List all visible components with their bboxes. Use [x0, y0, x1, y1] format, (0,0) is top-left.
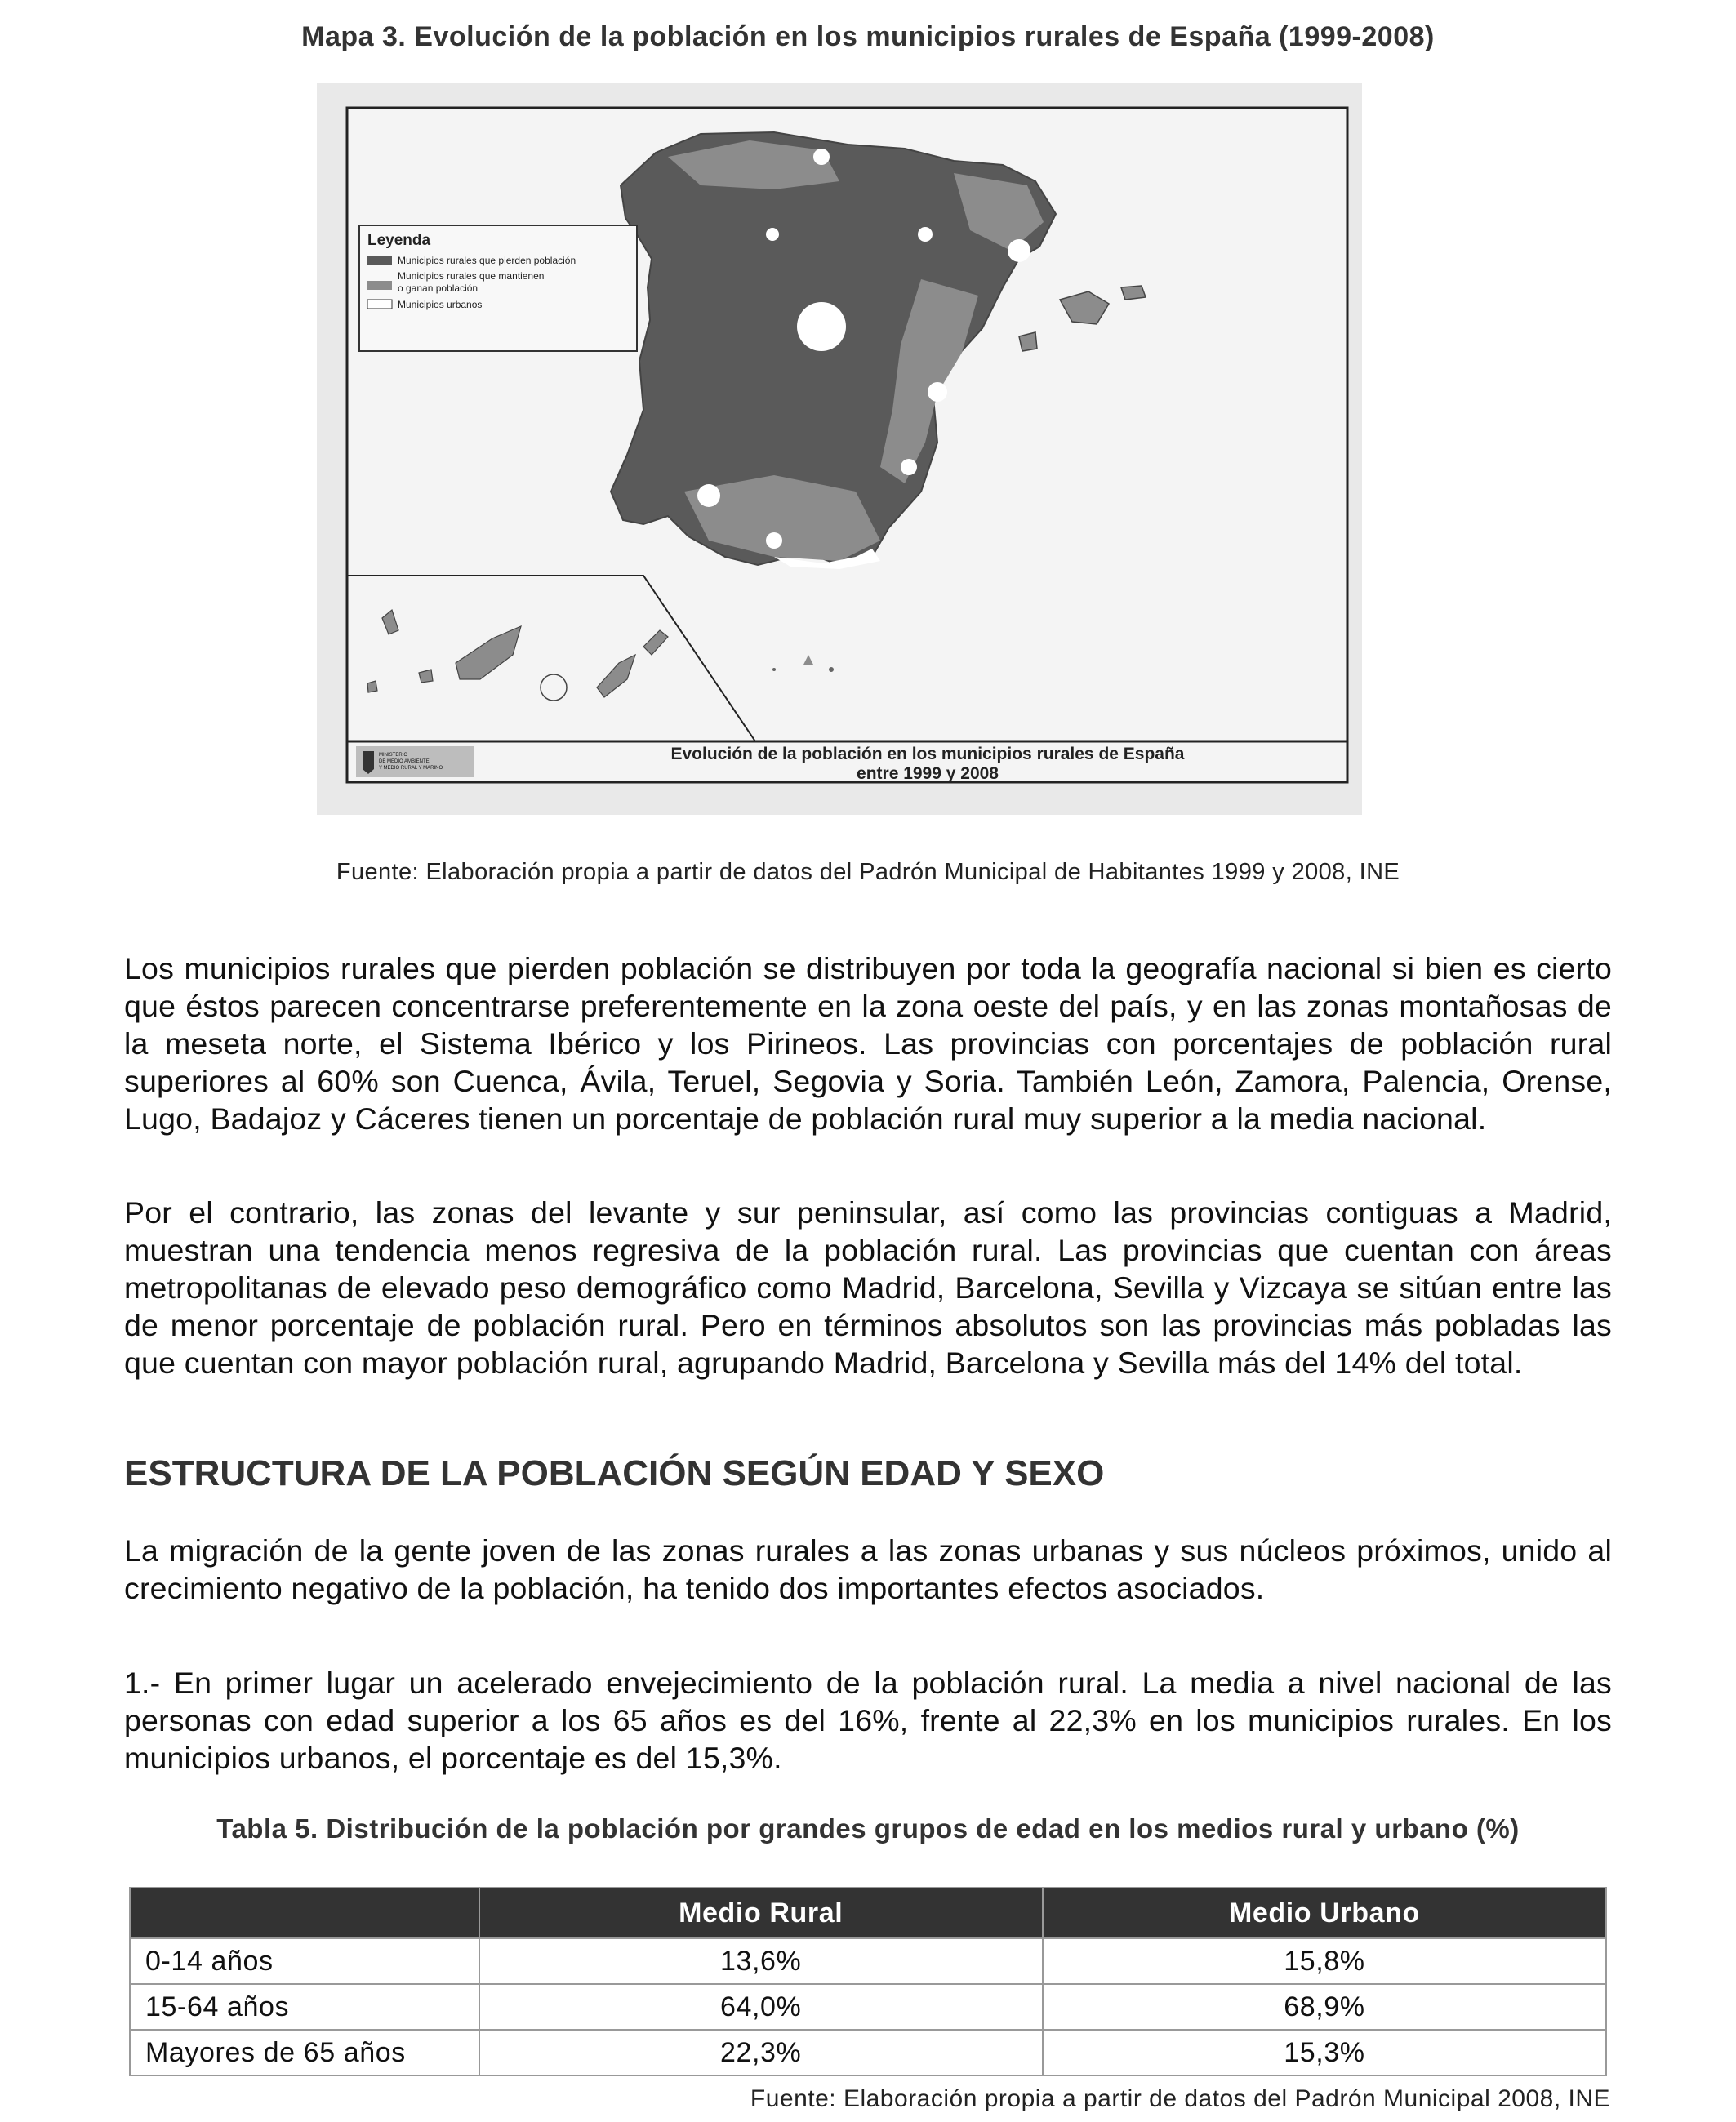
logo-text-2: DE MEDIO AMBIENTE [379, 759, 430, 764]
table-cell-rural: 22,3% [479, 2030, 1043, 2075]
table-header-empty [130, 1888, 479, 1938]
logo-text-1: MINISTERIO [379, 753, 408, 758]
table-row-label: 0-14 años [130, 1938, 479, 1984]
islet-mark [772, 668, 776, 671]
paragraph-aging: 1.- En primer lugar un acelerado envejecimiento de la población rural. La media a nivel nacional de las personas con edad superior a los 65 años es del 16%, frente al 22,3% en los municipios rurales. En los municipios urbanos, el porcentaje es del 15,3%. [124, 1666, 1612, 1775]
table-row [130, 1938, 1606, 1984]
urban-madrid [797, 302, 846, 351]
age-distribution-table [129, 1887, 1607, 2076]
urban-murcia [901, 459, 917, 475]
legend-item-lose: Municipios rurales que pierden población [398, 255, 576, 266]
table-row-label: Mayores de 65 años [130, 2030, 479, 2075]
legend-item-urban: Municipios urbanos [398, 299, 483, 310]
paragraph-levante-south: Por el contrario, las zonas del levante y sur peninsular, así como las provincias contiguas a Madrid, muestran una tendencia menos regresiva de la población rural. Las provincias que cuentan con áreas metropolitanas de elevado peso demográfico como Madrid, Barcelona, Sevilla y Vizcaya se sitúan entre las de menor porcentaje de población rural. Pero en términos absolutos son las provincias más pobladas las que cuentan con mayor población rural, agrupando Madrid, Barcelona y Sevilla más del 14% del total. [124, 1195, 1612, 1380]
table-cell-urban: 15,8% [1043, 1938, 1606, 1984]
urban-barcelona [1008, 239, 1030, 262]
table-cell-urban: 15,3% [1043, 2030, 1606, 2075]
balearic-menorca [1121, 286, 1146, 300]
logo-text-3: Y MEDIO RURAL Y MARINO [379, 766, 443, 771]
legend-item-maintain-1: Municipios rurales que mantienen [398, 270, 545, 282]
coat-of-arms-icon [363, 751, 374, 774]
table-cell-urban: 68,9% [1043, 1984, 1606, 2030]
map-title: Mapa 3. Evolución de la población en los municipios rurales de España (1999-2008) [301, 21, 1435, 52]
table-row-label: 15-64 años [130, 1984, 479, 2030]
canary-island-2 [367, 681, 377, 692]
table-source: Fuente: Elaboración propia a partir de datos del Padrón Municipal 2008, INE [750, 2085, 1610, 2112]
urban-bilbao [813, 149, 830, 165]
table-header-row [130, 1888, 1606, 1938]
map-caption-line-2: entre 1999 y 2008 [857, 764, 999, 783]
table-title: Tabla 5. Distribución de la población por grandes grupos de edad en los medios rural y urbano (%) [216, 1813, 1520, 1844]
table-row [130, 2030, 1606, 2075]
map-caption-line-1: Evolución de la población en los municipios rurales de España [670, 745, 1185, 763]
table-header-rural: Medio Rural [479, 1888, 1043, 1938]
urban-zaragoza [918, 227, 933, 242]
paragraph-rural-loss: Los municipios rurales que pierden población se distribuyen por toda la geografía nacional si bien es cierto que éstos parecen concentrarse preferentemente en la zona oeste del país, y en las zonas montañosas de la meseta norte, el Sistema Ibérico y los Pirineos. Las provincias con porcentajes de población rural superiores al 60% son Cuenca, Ávila, Teruel, Segovia y Soria. También León, Zamora, Palencia, Orense, Lugo, Badajoz y Cáceres tienen un porcentaje de población rural muy superior a la media nacional. [124, 951, 1612, 1136]
table-cell-rural: 64,0% [479, 1984, 1043, 2030]
map-legend-title: Leyenda [367, 232, 431, 249]
table-row [130, 1984, 1606, 2030]
table-header-urban: Medio Urbano [1043, 1888, 1606, 1938]
map-source: Fuente: Elaboración propia a partir de datos del Padrón Municipal de Habitantes 1999 y 2008, INE [336, 859, 1400, 885]
paragraph-migration: La migración de la gente joven de las zonas rurales a las zonas urbanas y sus núcleos próximos, unido al crecimiento negativo de la población, ha tenido dos importantes efectos asociados. [124, 1533, 1612, 1605]
legend-swatch-maintain [367, 281, 392, 290]
urban-valencia [928, 382, 947, 402]
canary-island-gran-canaria [541, 674, 567, 701]
table-cell-rural: 13,6% [479, 1938, 1043, 1984]
map-figure [317, 83, 1362, 815]
balearic-ibiza [1019, 332, 1037, 351]
urban-sevilla [697, 484, 720, 507]
legend-item-maintain-2: o ganan población [398, 282, 479, 294]
melilla-mark [829, 667, 834, 672]
section-heading: ESTRUCTURA DE LA POBLACIÓN SEGÚN EDAD Y SEXO [124, 1453, 1105, 1493]
legend-swatch-urban [367, 300, 392, 309]
legend-swatch-lose [367, 256, 392, 265]
urban-malaga [766, 532, 782, 549]
urban-valladolid [766, 228, 779, 241]
